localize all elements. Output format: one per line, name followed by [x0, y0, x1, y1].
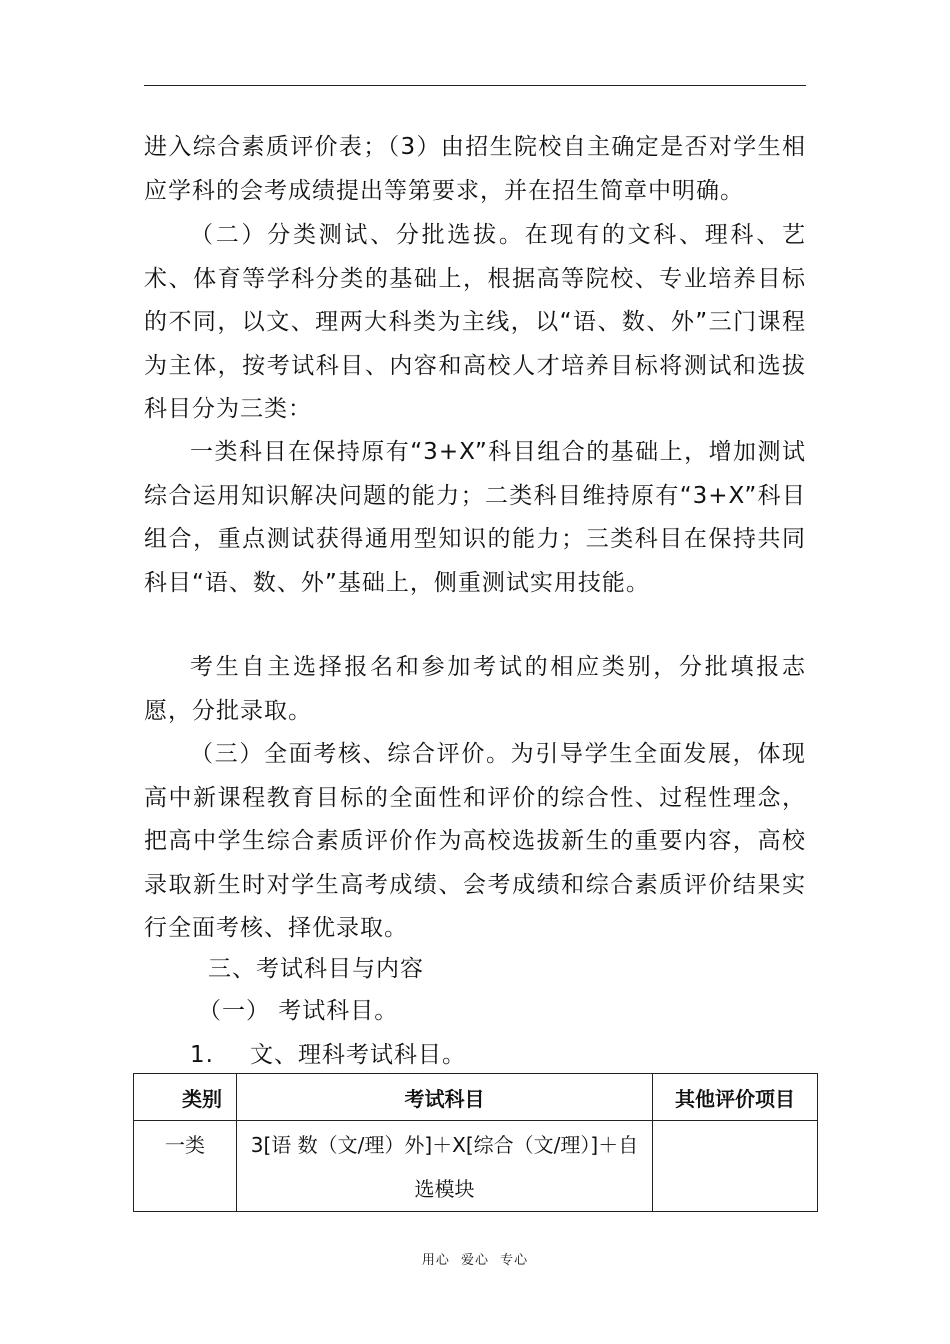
- paragraph-3: 一类科目在保持原有“3+X”科目组合的基础上，增加测试综合运用知识解决问题的能力；二类科目维持原有“3+X”科目组合，重点测试获得通用型知识的能力；三类科目在保持共同科目“语、数、外”基础上，侧重测试实用技能。: [144, 439, 806, 596]
- paragraph-5: （三）全面考核、综合评价。为引导学生全面发展，体现高中新课程教育目标的全面性和评价的综合性、过程性理念，把高中学生综合素质评价作为高校选拔新生的重要内容，高校录取新生时对学生高考成绩、会考成绩和综合素质评价结果实行全面考核、择优录取。: [144, 741, 806, 941]
- subsection-heading: （一） 考试科目。: [198, 998, 399, 1024]
- header-other: 其他评价项目: [653, 1074, 818, 1121]
- paragraph-1: 进入综合素质评价表；（3）由招生院校自主确定是否对学生相应学科的会考成绩提出等第要求，并在招生简章中明确。: [144, 134, 806, 204]
- paragraph-4: 考生自主选择报名和参加考试的相应类别，分批填报志愿，分批录取。: [144, 654, 806, 724]
- subjects-table: [133, 1073, 818, 1212]
- item-heading: [190, 1034, 466, 1078]
- paragraph-2: （二）分类测试、分批选拔。在现有的文科、理科、艺术、体育等学科分类的基础上，根据高等院校、专业培养目标的不同，以文、理两大科类为主线，以“语、数、外”三门课程为主体，按考试科目、内容和高校人才培养目标将测试和选拔科目分为三类：: [144, 222, 806, 422]
- header-rule: [144, 85, 806, 86]
- header-category: 类别: [134, 1074, 237, 1121]
- item-title: 文、理科考试科目。: [250, 1042, 466, 1068]
- table-row: [134, 1121, 818, 1212]
- cell-other: [653, 1121, 818, 1212]
- cell-subjects: 3[语 数（文/理）外]＋X[综合（文/理）]＋自选模块: [237, 1121, 653, 1212]
- item-number: 1.: [190, 1042, 214, 1068]
- table-header-row: [134, 1074, 818, 1121]
- header-subjects: 考试科目: [237, 1074, 653, 1121]
- section-heading: 三、考试科目与内容: [208, 956, 424, 982]
- page-footer: 用心 爱心 专心: [421, 1253, 529, 1268]
- cell-category: 一类: [134, 1121, 237, 1212]
